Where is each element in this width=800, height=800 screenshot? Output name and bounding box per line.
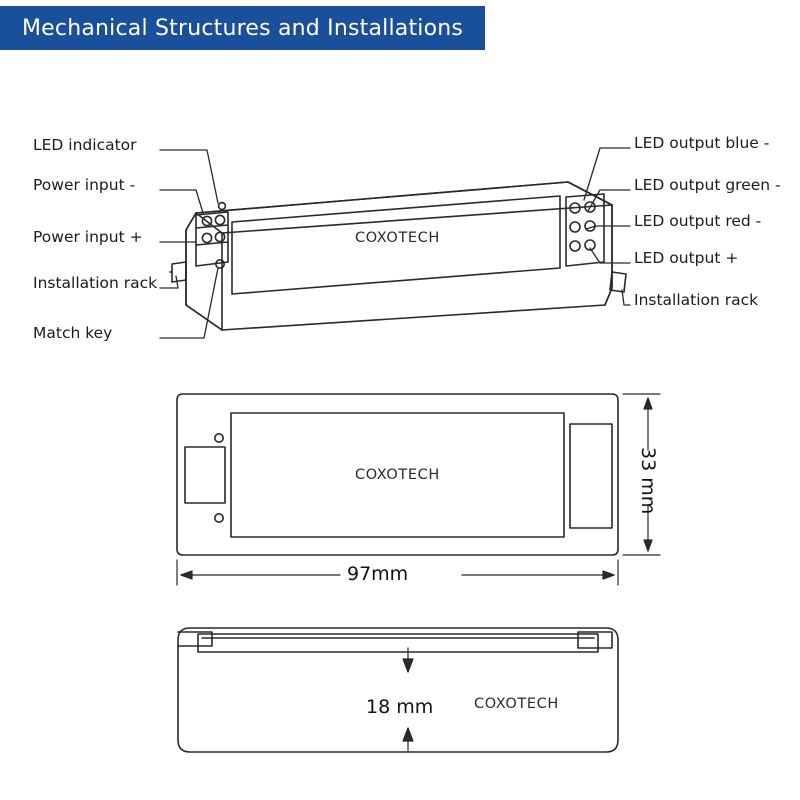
perspective-view bbox=[170, 182, 626, 330]
callout-power-input-negative: Power input - bbox=[33, 176, 136, 194]
callout-led-output-green: LED output green - bbox=[634, 176, 781, 194]
leader-lines-right bbox=[584, 148, 630, 305]
brand-label-top-view: COXOTECH bbox=[355, 467, 440, 483]
callout-led-output-positive: LED output + bbox=[634, 249, 739, 267]
callout-led-indicator: LED indicator bbox=[33, 136, 137, 154]
brand-label-side-view: COXOTECH bbox=[474, 696, 559, 712]
side-view bbox=[178, 628, 618, 752]
dimension-width-label: 97mm bbox=[347, 563, 409, 585]
brand-label-perspective: COXOTECH bbox=[355, 230, 440, 246]
callout-led-output-red: LED output red - bbox=[634, 212, 762, 230]
dimension-height-label: 33 mm bbox=[637, 447, 659, 515]
callout-installation-rack-right: Installation rack bbox=[634, 291, 759, 309]
dimension-thickness-label: 18 mm bbox=[366, 696, 434, 718]
callout-led-output-blue: LED output blue - bbox=[634, 134, 770, 152]
callout-installation-rack-left: Installation rack bbox=[33, 274, 158, 292]
page-title: Mechanical Structures and Installations bbox=[22, 15, 464, 41]
callout-match-key: Match key bbox=[33, 324, 113, 342]
callout-power-input-positive: Power input + bbox=[33, 228, 143, 246]
dimension-lines-top-view bbox=[177, 394, 660, 585]
